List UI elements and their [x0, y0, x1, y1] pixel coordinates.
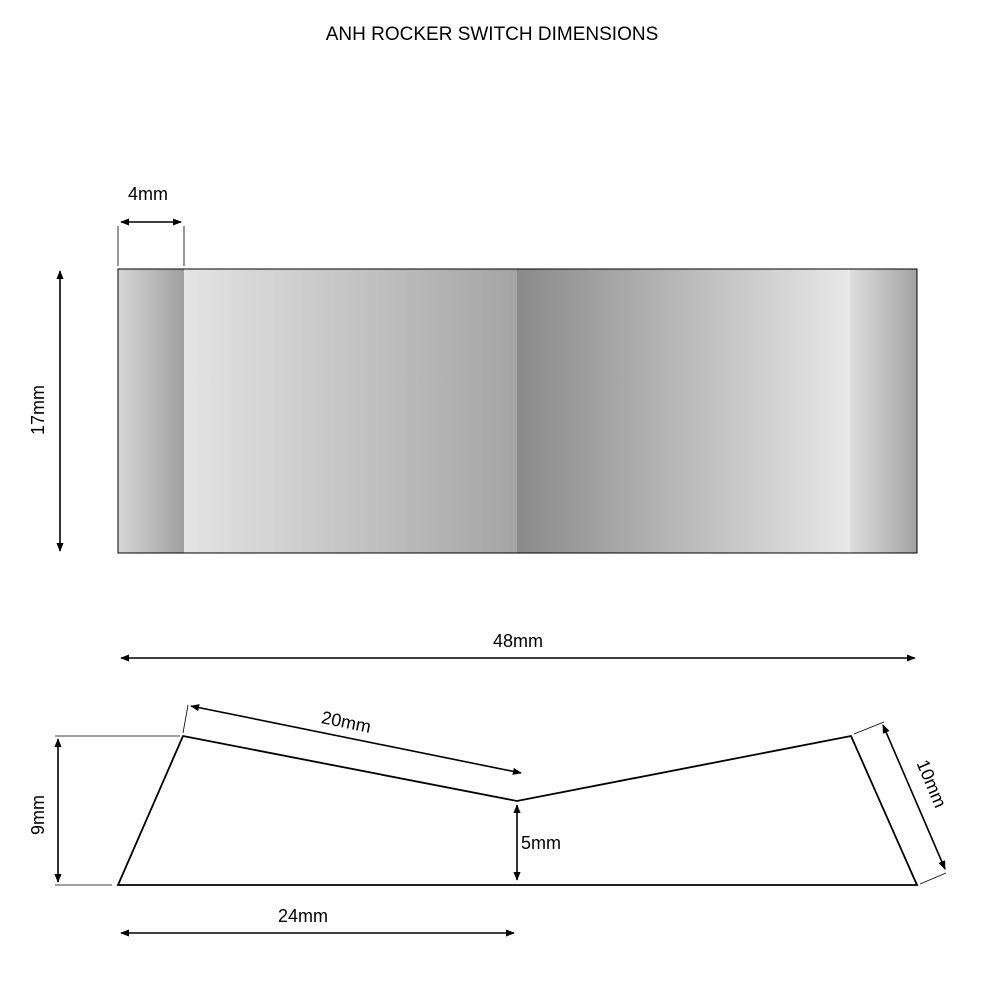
top-segment-extension — [183, 705, 188, 733]
top-segment-label: 20mm — [319, 707, 373, 737]
top-view — [28, 184, 917, 553]
slant-label: 10mm — [912, 756, 951, 811]
height-label: 17mm — [28, 384, 48, 436]
total-width-label: 48mm — [492, 631, 544, 651]
switch-right-half — [517, 269, 850, 553]
switch-right-edge — [850, 269, 917, 553]
switch-left-half — [184, 269, 517, 553]
slant-extension-bottom — [920, 873, 946, 884]
side-view — [28, 631, 950, 933]
diagram-title: ANH ROCKER SWITCH DIMENSIONS — [325, 24, 659, 45]
center-height-label: 5mm — [521, 833, 561, 853]
switch-left-edge — [118, 269, 184, 553]
slant-extension-top — [854, 722, 884, 734]
width-label: 4mm — [128, 184, 168, 204]
half-width-label: 24mm — [277, 906, 329, 926]
side-height-label: 9mm — [28, 795, 48, 835]
